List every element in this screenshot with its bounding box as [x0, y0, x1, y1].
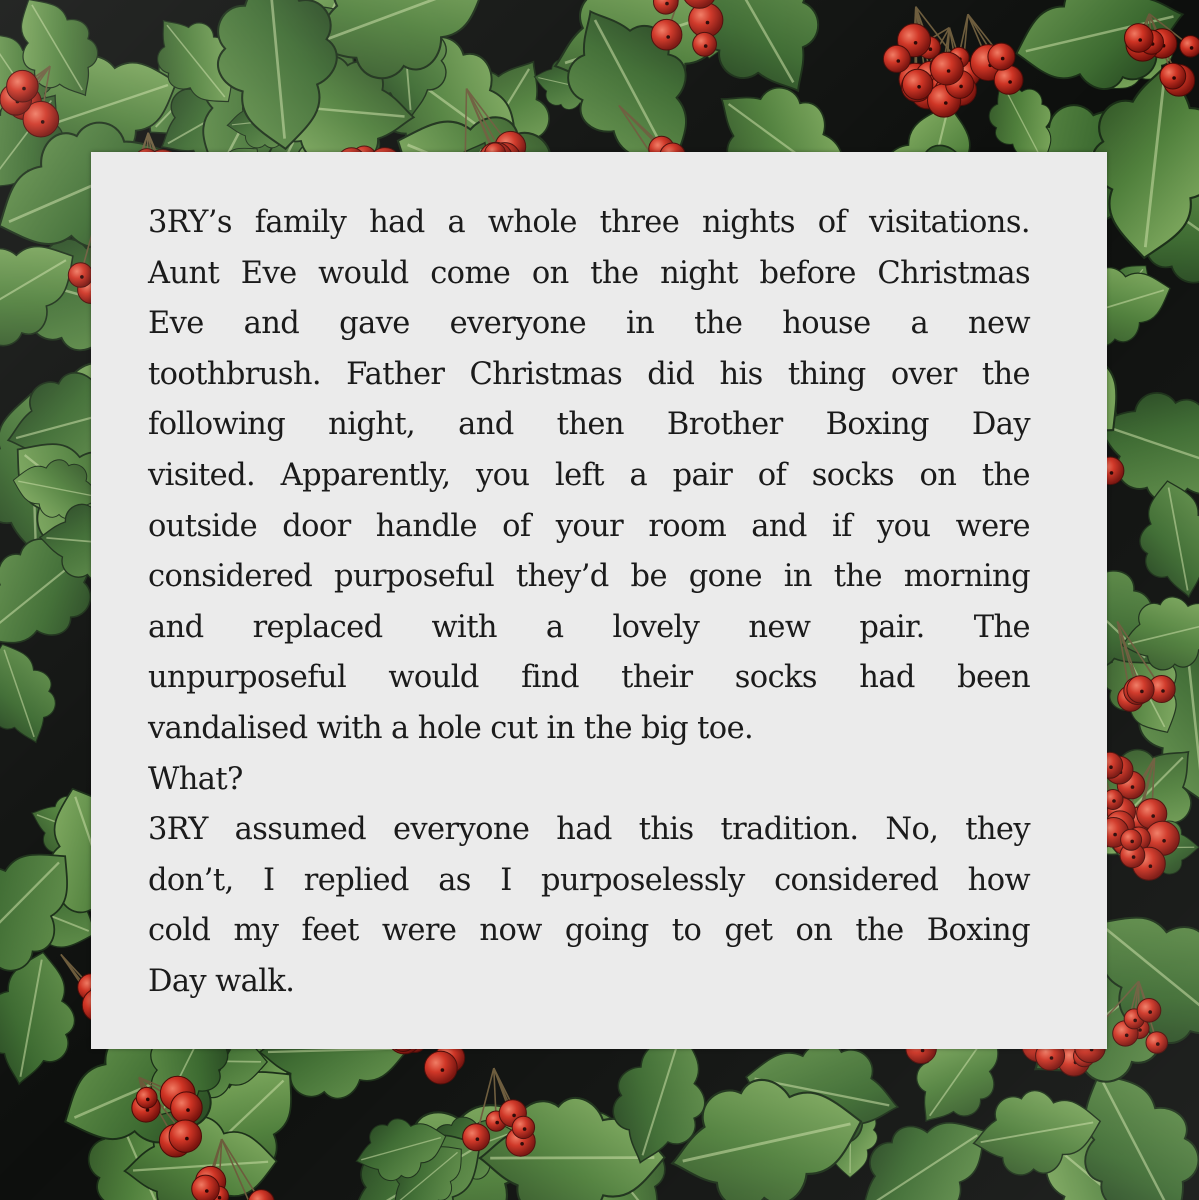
- story-card: [91, 152, 1107, 1049]
- story-line: outside door handle of your room and if you were: [148, 508, 1030, 544]
- story-line: considered purposeful they’d be gone in the morning: [148, 559, 1030, 595]
- story-line: Eve and gave everyone in the house a new: [148, 306, 1030, 342]
- story-line: cold my feet were now going to get on the Boxing: [148, 913, 1030, 949]
- story-line: vandalised with a hole cut in the big toe.: [148, 710, 754, 746]
- story-line: Aunt Eve would come on the night before Christmas: [148, 255, 1030, 291]
- story-line: 3RY assumed everyone had this tradition. No, they: [148, 812, 1030, 848]
- story-line: What?: [148, 761, 243, 797]
- story-line: unpurposeful would find their socks had been: [148, 660, 1030, 696]
- story-line: and replaced with a lovely new pair. The: [148, 609, 1030, 645]
- story-line: following night, and then Brother Boxing Day: [148, 407, 1030, 443]
- story-line: visited. Apparently, you left a pair of socks on the: [148, 457, 1030, 493]
- story-line: toothbrush. Father Christmas did his thing over the: [148, 356, 1030, 392]
- story-line: don’t, I replied as I purposelessly considered how: [148, 862, 1030, 898]
- story-line: 3RY’s family had a whole three nights of visitations.: [148, 205, 1030, 240]
- story-text: [148, 198, 1030, 1008]
- story-line: Day walk.: [148, 963, 295, 999]
